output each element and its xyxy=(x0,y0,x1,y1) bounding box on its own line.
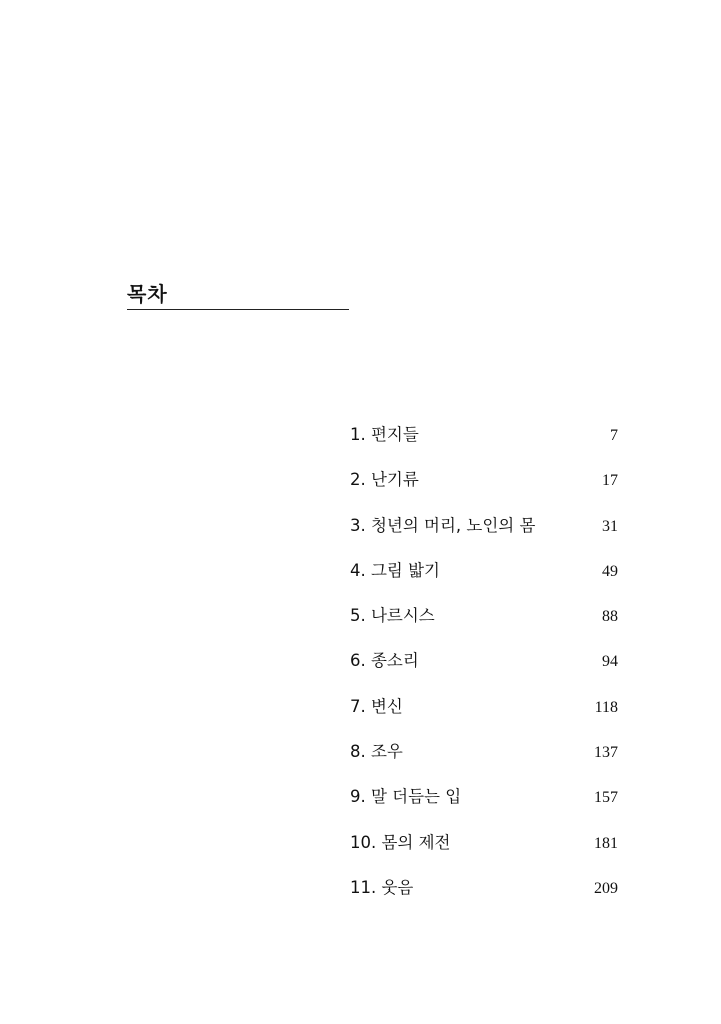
heading-underline xyxy=(127,309,349,310)
toc-entry[interactable] xyxy=(350,559,618,604)
toc-entry-title: 8. 조우 xyxy=(350,742,403,762)
toc-entry-page: 88 xyxy=(602,608,618,626)
toc-entry-title: 5. 나르시스 xyxy=(350,606,435,626)
toc-entry-page: 31 xyxy=(602,517,618,535)
toc-entry-page: 7 xyxy=(610,427,618,444)
toc-entry[interactable] xyxy=(350,423,618,468)
toc-entry-title: 7. 변신 xyxy=(350,696,403,716)
toc-entry-page: 209 xyxy=(594,879,618,897)
toc-entry-page: 137 xyxy=(594,744,618,762)
toc-entry-page: 118 xyxy=(594,698,618,716)
toc-entry-title: 4. 그림 밟기 xyxy=(350,560,440,580)
toc-entry-page: 157 xyxy=(594,789,618,807)
toc-entry-title: 10. 몸의 제전 xyxy=(350,832,451,852)
toc-entry[interactable] xyxy=(350,604,618,649)
toc-entry[interactable] xyxy=(350,785,618,830)
toc-entry[interactable] xyxy=(350,876,618,921)
toc-entry-title: 3. 청년의 머리, 노인의 몸 xyxy=(350,515,536,535)
toc-entry[interactable] xyxy=(350,695,618,740)
toc-entry-page: 49 xyxy=(602,562,618,580)
toc-entry-title: 9. 말 더듬는 입 xyxy=(350,787,462,807)
toc-entry-title: 11. 웃음 xyxy=(350,877,414,897)
toc-entry[interactable] xyxy=(350,514,618,559)
toc-entry[interactable] xyxy=(350,831,618,876)
toc-entry-title: 2. 난기류 xyxy=(350,470,419,490)
toc-entry-page: 181 xyxy=(594,834,618,852)
toc-entry[interactable] xyxy=(350,740,618,785)
toc-list xyxy=(350,423,618,921)
toc-entry[interactable] xyxy=(350,468,618,513)
toc-heading: 목차 xyxy=(127,282,168,306)
toc-entry-title: 6. 종소리 xyxy=(350,651,419,671)
toc-entry-page: 94 xyxy=(602,653,618,671)
toc-entry-page: 17 xyxy=(602,472,618,490)
toc-entry-title: 1. 편지들 xyxy=(350,425,419,444)
toc-entry[interactable] xyxy=(350,649,618,694)
